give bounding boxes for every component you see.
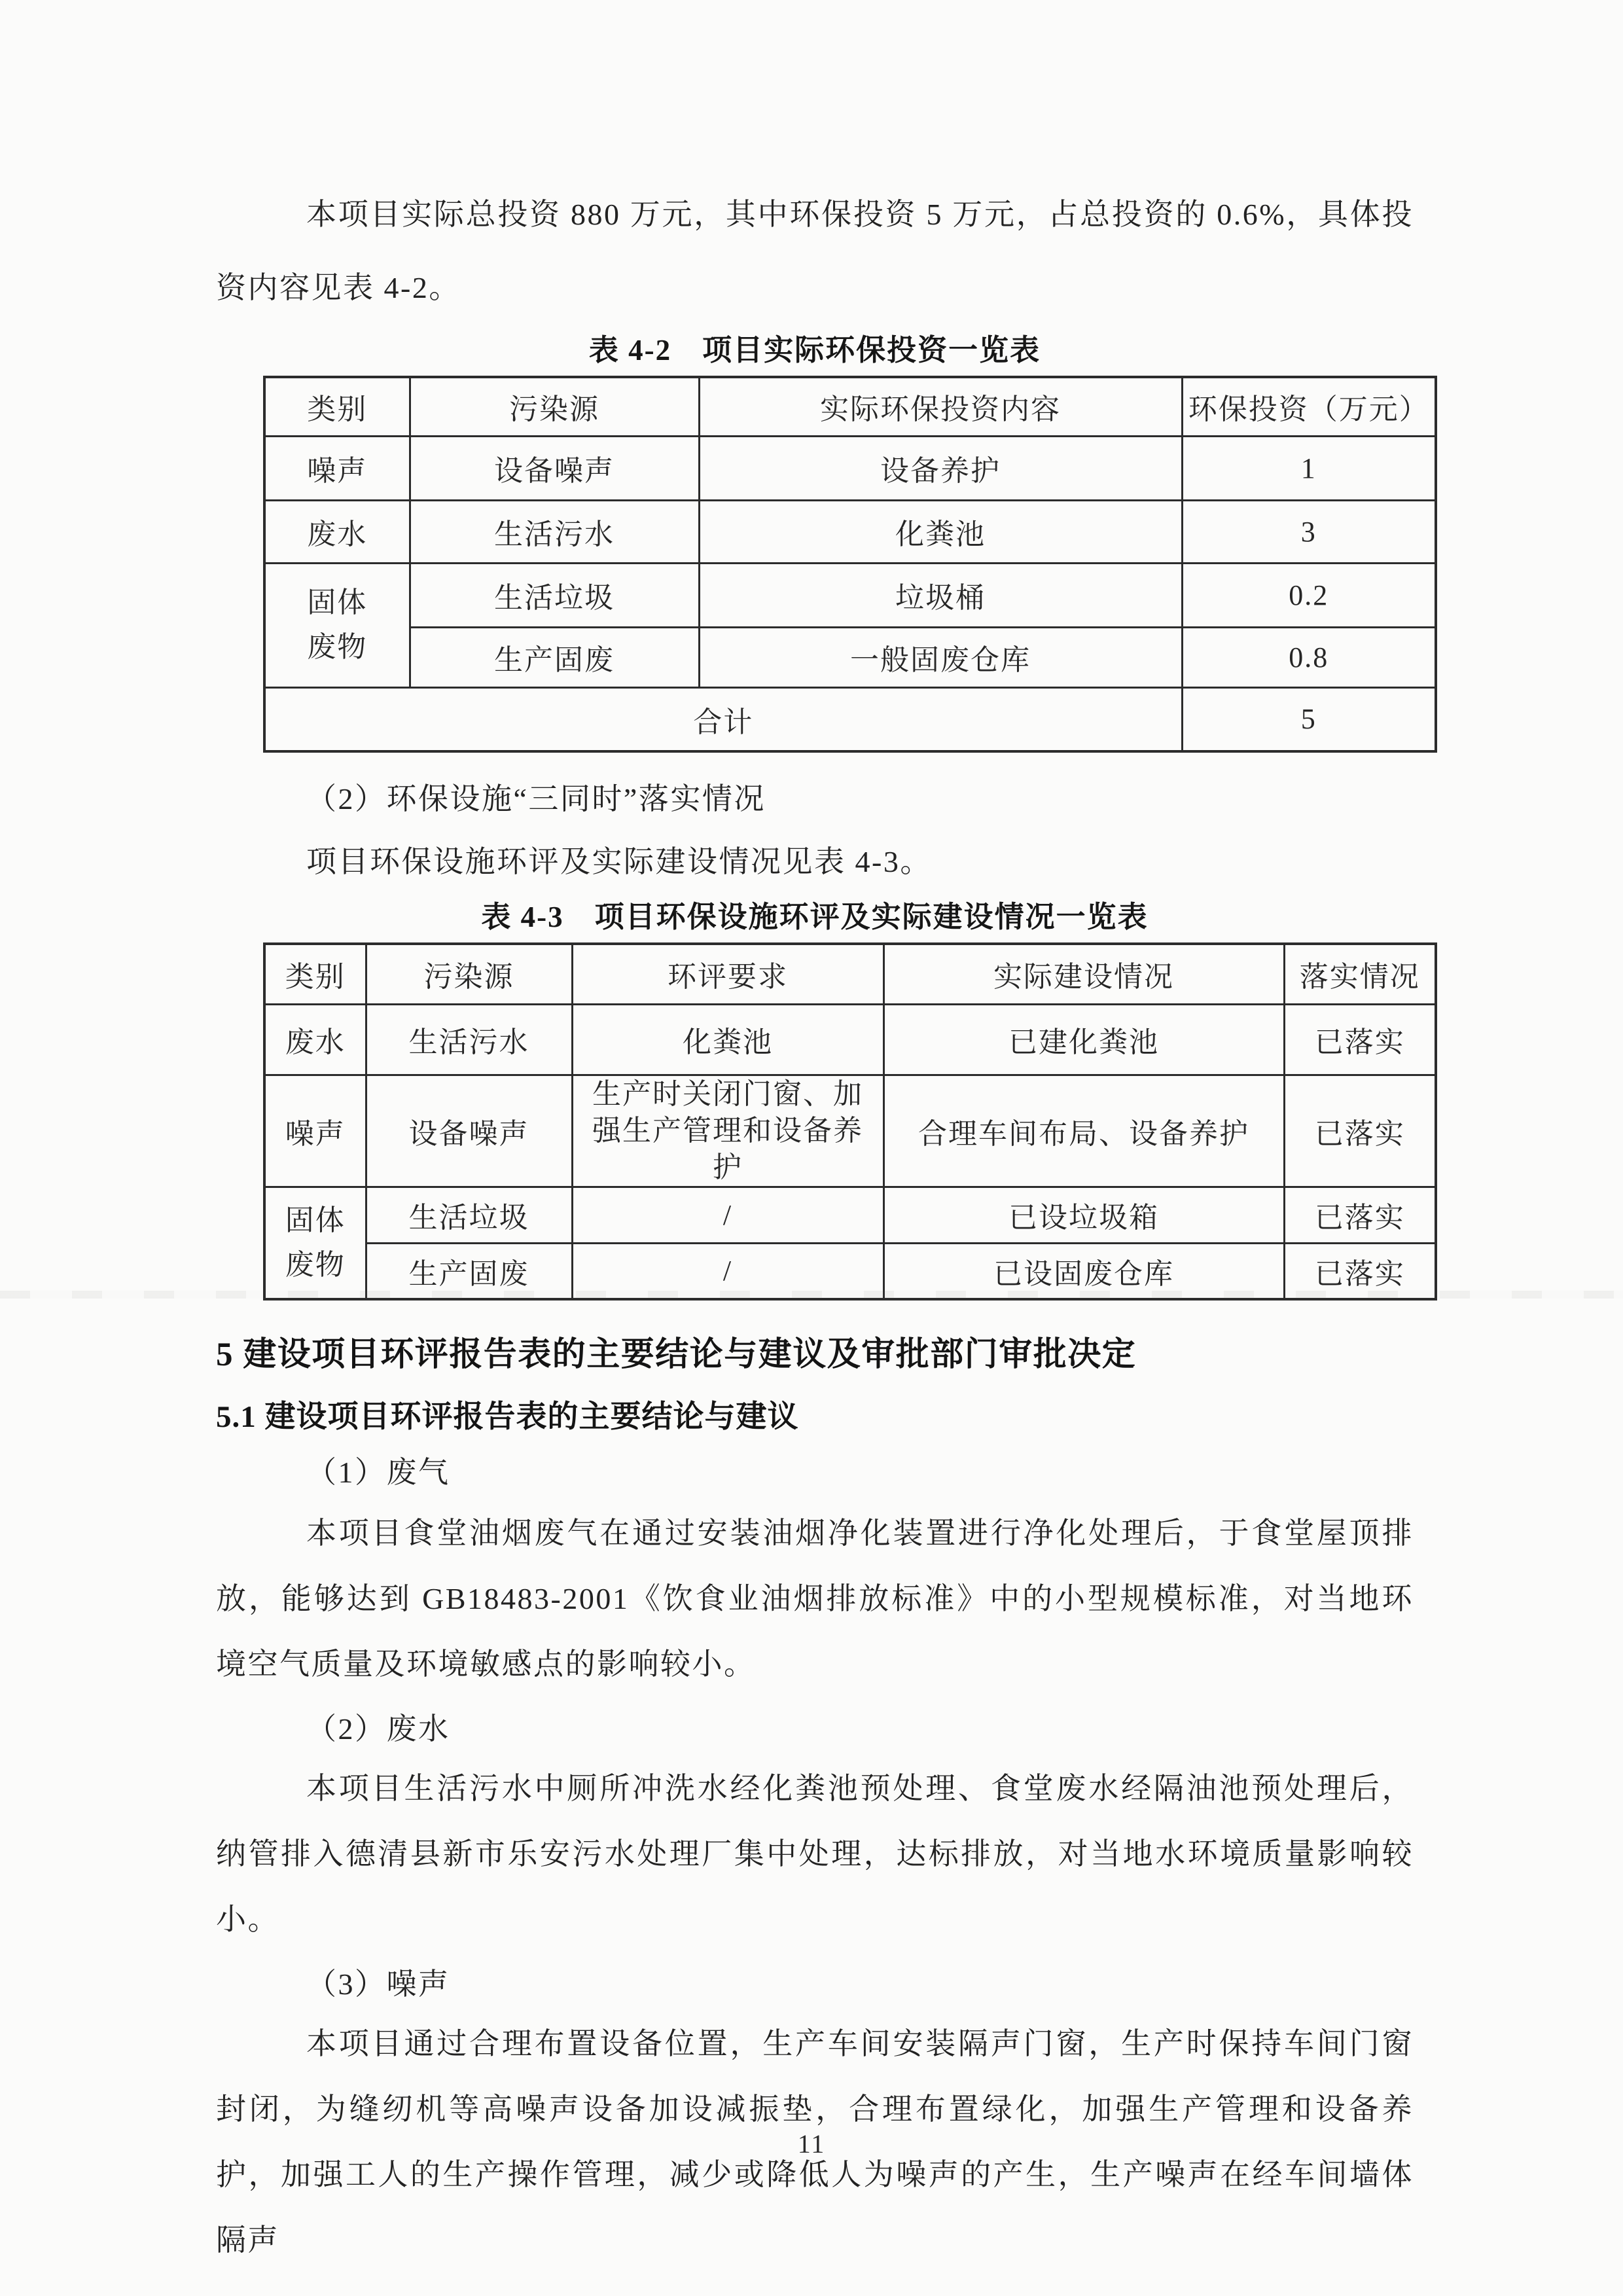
requirement-cell: 化粪池 xyxy=(572,1004,883,1075)
status-cell: 已落实 xyxy=(1284,1075,1436,1187)
source-cell: 生活污水 xyxy=(410,500,699,563)
requirement-cell: 生产时关闭门窗、加强生产管理和设备养护 xyxy=(572,1075,883,1187)
source-cell: 生产固废 xyxy=(366,1243,572,1299)
actual-cell: 合理车间布局、设备养护 xyxy=(883,1075,1284,1187)
table-4-3-header-row xyxy=(264,944,1436,1004)
column-header-status: 落实情况 xyxy=(1284,944,1436,1004)
total-label-cell: 合计 xyxy=(264,687,1182,751)
amount-cell: 0.8 xyxy=(1182,627,1436,687)
category-cell: 噪声 xyxy=(264,1075,366,1187)
category-cell: 废水 xyxy=(264,1004,366,1075)
total-row xyxy=(264,687,1436,751)
table-4-3 xyxy=(263,942,1437,1300)
content-cell: 设备养护 xyxy=(699,436,1182,500)
content-cell: 化粪池 xyxy=(699,500,1182,563)
source-cell: 设备噪声 xyxy=(366,1075,572,1187)
table-row xyxy=(264,1075,1436,1187)
category-cell-merged xyxy=(264,1187,366,1299)
actual-cell: 已设垃圾箱 xyxy=(883,1187,1284,1243)
table-row xyxy=(264,436,1436,500)
table-row xyxy=(264,1004,1436,1075)
source-cell: 设备噪声 xyxy=(410,436,699,500)
column-header-content: 实际环保投资内容 xyxy=(699,377,1182,436)
column-header-amount: 环保投资（万元） xyxy=(1182,377,1436,436)
see-table-4-3-note: 项目环保设施环评及实际建设情况见表 4-3。 xyxy=(306,845,932,878)
page-number: 11 xyxy=(797,2129,826,2159)
solid-waste-label: 固体废物 xyxy=(307,586,368,663)
column-header-actual: 实际建设情况 xyxy=(883,944,1284,1004)
actual-cell: 已设固废仓库 xyxy=(883,1243,1284,1299)
solid-waste-label: 固体废物 xyxy=(285,1204,346,1281)
item-1-label: （1）废气 xyxy=(306,1456,450,1489)
amount-cell: 3 xyxy=(1182,500,1436,563)
section-5-1-subheading: 5.1 建设项目环评报告表的主要结论与建议 xyxy=(216,1400,799,1434)
item-3-paragraph: 本项目通过合理布置设备位置，生产车间安装隔声门窗，生产时保持车间门窗封闭，为缝纫机等高噪声设备加设减振垫，合理布置绿化，加强生产管理和设备养护，加强工人的生产操作管理，减少或降低人为噪声的产生，生产噪声在经车间墙体隔声 xyxy=(216,2027,1414,2257)
amount-cell: 1 xyxy=(1182,436,1436,500)
total-value-cell: 5 xyxy=(1182,687,1436,751)
table-row xyxy=(264,500,1436,563)
table-4-2 xyxy=(263,376,1437,753)
amount-cell: 0.2 xyxy=(1182,563,1436,627)
intro-paragraph: 本项目实际总投资 880 万元，其中环保投资 5 万元，占总投资的 0.6%，具体投资内容见表 4-2。 xyxy=(216,198,1414,304)
actual-cell: 已建化粪池 xyxy=(883,1004,1284,1075)
content-cell: 垃圾桶 xyxy=(699,563,1182,627)
category-cell: 噪声 xyxy=(264,436,410,500)
source-cell: 生活垃圾 xyxy=(366,1187,572,1243)
table-4-2-caption: 表 4-2 项目实际环保投资一览表 xyxy=(588,334,1041,367)
source-cell: 生产固废 xyxy=(410,627,699,687)
table-4-2-header-row xyxy=(264,377,1436,436)
requirement-cell: / xyxy=(572,1243,883,1299)
requirement-cell: / xyxy=(572,1187,883,1243)
column-header-category: 类别 xyxy=(264,377,410,436)
table-row xyxy=(264,563,1436,627)
table-4-3-caption: 表 4-3 项目环保设施环评及实际建设情况一览表 xyxy=(481,901,1149,933)
column-header-source: 污染源 xyxy=(410,377,699,436)
item-2-title: （2）环保设施“三同时”落实情况 xyxy=(306,782,766,816)
item-3-label: （3）噪声 xyxy=(306,1967,450,2001)
item-2-label: （2）废水 xyxy=(306,1712,450,1746)
scan-artifact-band xyxy=(0,1291,1623,1299)
status-cell: 已落实 xyxy=(1284,1243,1436,1299)
table-row xyxy=(264,627,1436,687)
category-cell: 废水 xyxy=(264,500,410,563)
item-1-paragraph: 本项目食堂油烟废气在通过安装油烟净化装置进行净化处理后，于食堂屋顶排放，能够达到 GB18483-2001《饮食业油烟排放标准》中的小型规模标准，对当地环境空气质量及环境敏感点的影响较小。 xyxy=(216,1516,1414,1681)
status-cell: 已落实 xyxy=(1284,1004,1436,1075)
table-row xyxy=(264,1187,1436,1243)
column-header-requirement: 环评要求 xyxy=(572,944,883,1004)
column-header-category: 类别 xyxy=(264,944,366,1004)
source-cell: 生活垃圾 xyxy=(410,563,699,627)
status-cell: 已落实 xyxy=(1284,1187,1436,1243)
category-cell-merged xyxy=(264,563,410,687)
section-5-heading: 5 建设项目环评报告表的主要结论与建议及审批部门审批决定 xyxy=(216,1336,1137,1373)
column-header-source: 污染源 xyxy=(366,944,572,1004)
item-2-paragraph: 本项目生活污水中厕所冲洗水经化粪池预处理、食堂废水经隔油池预处理后，纳管排入德清县新市乐安污水处理厂集中处理，达标排放，对当地水环境质量影响较小。 xyxy=(216,1772,1414,1936)
content-cell: 一般固废仓库 xyxy=(699,627,1182,687)
source-cell: 生活污水 xyxy=(366,1004,572,1075)
